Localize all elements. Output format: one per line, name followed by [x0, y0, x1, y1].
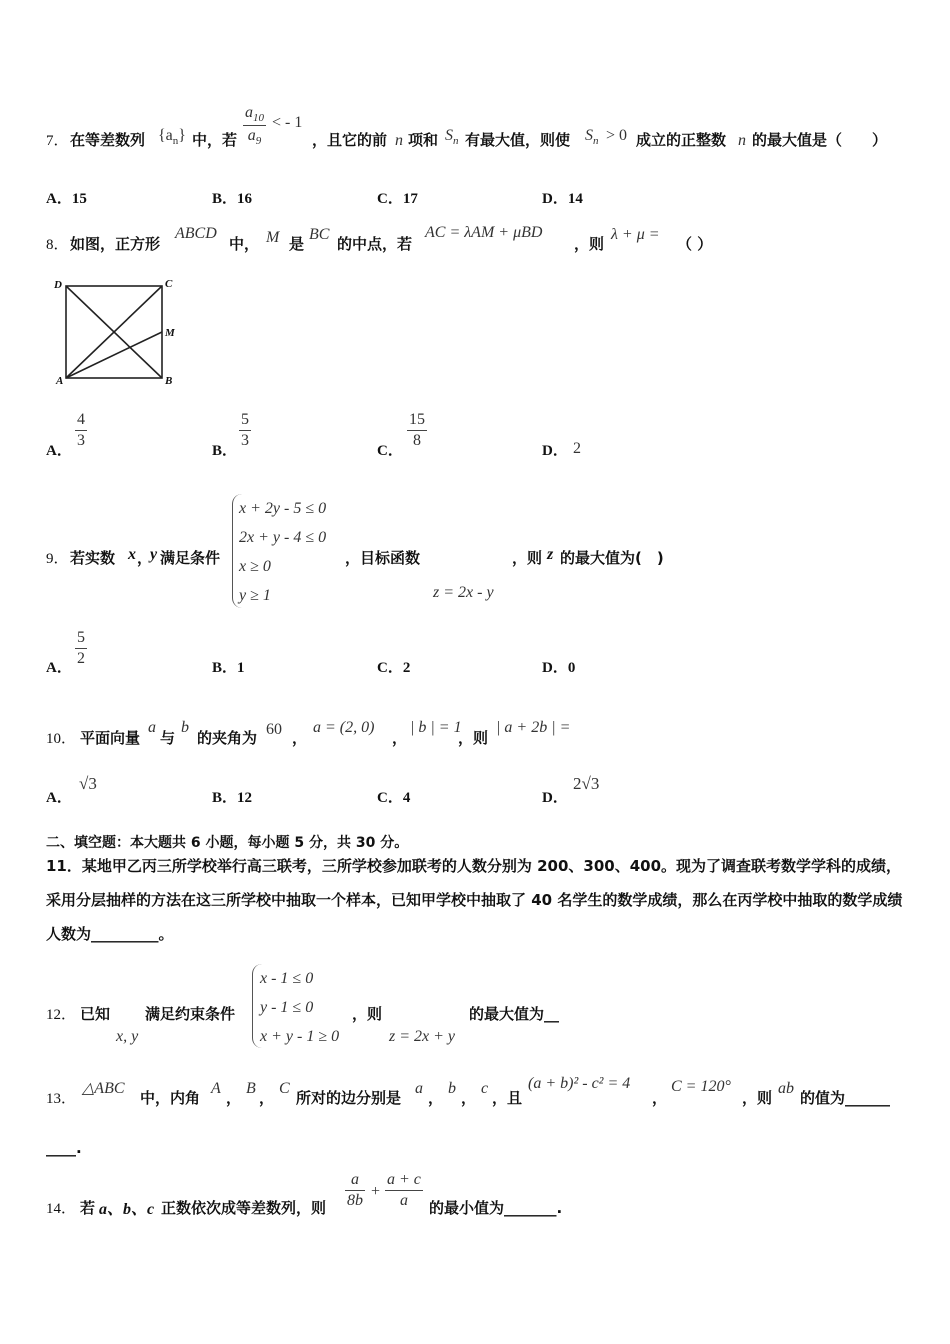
q14-abc: a、b、c	[99, 1201, 155, 1218]
q14-plus: +	[371, 1183, 381, 1200]
q9-text-3: ，目标函数	[345, 549, 421, 567]
q12-number: 12．	[46, 1007, 77, 1023]
q9-option-a-label: A．	[46, 660, 72, 676]
q10-option-b: B．12	[212, 790, 253, 806]
q13-text-2: 所对的边分别是	[296, 1089, 402, 1107]
q9-option-d: D．0	[542, 660, 576, 676]
label-C: C	[165, 278, 173, 290]
q12-xy: x, y	[116, 1028, 139, 1045]
q9-option-c: C．2	[377, 660, 411, 676]
q8-BC: BC	[309, 226, 330, 243]
q10-text-4: ，则	[458, 729, 489, 747]
q14-number: 14．	[46, 1201, 77, 1217]
q8-option-a-value: $\frac{4}{3}$	[77, 411, 85, 449]
q10-b: b	[181, 719, 189, 736]
q7-option-c: C．17	[377, 191, 418, 207]
q10-text-3: 的夹角为	[197, 729, 258, 747]
q12-text-1: 已知	[80, 1005, 111, 1023]
q10-option-c: C．4	[377, 790, 411, 806]
q9-z: z	[547, 546, 554, 563]
q7-n-2: n	[738, 132, 746, 149]
q7-text-4: 项和	[408, 131, 439, 149]
q14-text-1: 若	[80, 1199, 96, 1217]
q7-text-1: 在等差数列	[70, 131, 146, 149]
q7-sequence: $\{a_n\}$	[158, 127, 186, 148]
q13-text-1: 中，内角	[140, 1089, 201, 1107]
q10-text-1: 平面向量	[80, 729, 141, 747]
q9-y: y	[150, 546, 158, 563]
q13-B: B	[246, 1080, 256, 1097]
q9-x: x	[128, 546, 136, 563]
q7-inequality: < - 1	[272, 114, 303, 131]
q8-text-4: 的中点，若	[337, 235, 413, 253]
q9-sep: ，	[137, 549, 153, 567]
q10-sep1: ，	[292, 729, 308, 747]
q14-fraction-2: $\frac{a + c}{a}$	[387, 1171, 421, 1209]
q8-number: 8．	[46, 237, 69, 253]
q10-option-d-label: D．	[542, 790, 568, 806]
q8-text-5: ，则	[574, 235, 605, 253]
q7-text-7: 的最大值是（ ）	[752, 131, 888, 149]
q13-triangle: △ABC	[82, 1080, 125, 1097]
q10-option-a-label: A．	[46, 790, 72, 806]
q10-angle: 60	[266, 721, 282, 738]
label-M: M	[165, 327, 175, 339]
q9-objective: z = 2x - y	[433, 584, 494, 601]
q7-text-6: 成立的正整数	[636, 131, 727, 149]
q8-option-b-label: B．	[212, 443, 238, 459]
q9-text-1: 若实数	[70, 549, 116, 567]
q13-C: C	[279, 1080, 290, 1097]
q13-sep2: ，	[259, 1089, 275, 1107]
q8-lambda-mu: λ + μ =	[611, 226, 660, 243]
q13-sep4: ，	[461, 1089, 477, 1107]
label-B: B	[165, 375, 173, 387]
q8-option-d-value: 2	[573, 440, 581, 457]
q9-constraint-system: x + 2y - 5 ≤ 0 2x + y - 4 ≤ 0 x ≥ 0 y ≥ 1	[232, 494, 326, 608]
q7-text-3: ，且它的前	[312, 131, 388, 149]
q10-sep2: ，	[392, 729, 408, 747]
q8-text-3: 是	[289, 235, 305, 253]
q13-sep5: ，	[652, 1089, 668, 1107]
q8-option-a-label: A．	[46, 443, 72, 459]
q13-text-3: ，且	[492, 1089, 523, 1107]
q9-text-2: 满足条件	[160, 549, 221, 567]
q13-number: 13．	[46, 1091, 77, 1107]
q14-fraction-1: $\frac{a}{8b}$	[347, 1171, 363, 1209]
q8-option-c-value: $\frac{15}{8}$	[409, 411, 425, 449]
q10-option-a-value: √3	[79, 774, 97, 793]
q13-sep1: ，	[226, 1089, 242, 1107]
q10-b-norm: | b | = 1	[410, 719, 462, 736]
q13-ab: ab	[778, 1080, 794, 1097]
q8-square: ABCD	[175, 225, 217, 242]
q13-A: A	[211, 1080, 221, 1097]
q10-text-2: 与	[160, 729, 176, 747]
q7-ratio-fraction: $\frac{a_{10}}{a_9}$	[245, 104, 264, 148]
q12-text-4: 的最大值为__	[469, 1005, 560, 1023]
q7-option-d: D．14	[542, 191, 583, 207]
q9-text-5: 的最大值为( )	[560, 549, 664, 567]
q12-text-3: ，则	[352, 1005, 383, 1023]
segment-am	[66, 332, 162, 378]
q13-sep3: ，	[428, 1089, 444, 1107]
q13-text-5: 的值为______	[800, 1089, 891, 1107]
q13-c: c	[481, 1080, 489, 1097]
q7-option-b: B．16	[212, 191, 253, 207]
section-2-heading: 二、填空题：本大题共 6 小题，每小题 5 分，共 30 分。	[46, 835, 409, 851]
q13-a: a	[415, 1080, 423, 1097]
q8-option-b-value: $\frac{5}{3}$	[241, 411, 249, 449]
q8-text-6: （ ）	[677, 235, 713, 253]
q10-expression: | a + 2b | =	[496, 719, 571, 736]
q11-text: 11．某地甲乙丙三所学校举行高三联考，三所学校参加联考的人数分别为 200、300、400。现为了调查联考数学学科的成绩，采用分层抽样的方法在这三所学校中抽取一个样本，已知甲学校中抽取了 40 名学生的数学成绩，那么在丙学校中抽取的数学成绩人数为_________。	[46, 857, 903, 943]
q7-text-5: 有最大值，则使	[465, 131, 571, 149]
q7-condition: > 0	[606, 127, 628, 144]
q9-option-b: B．1	[212, 660, 245, 676]
q8-M: M	[266, 229, 280, 246]
q13-b: b	[448, 1080, 456, 1097]
q7-Sn-2: $S_n$	[585, 127, 599, 148]
q9-option-a-value: $\frac{5}{2}$	[77, 629, 85, 667]
q8-option-d-label: D．	[542, 443, 568, 459]
q8-option-c-label: C．	[377, 443, 403, 459]
q10-a: a	[148, 719, 156, 736]
q9-text-4: ，则	[512, 549, 543, 567]
q13-text-4: ，则	[742, 1089, 773, 1107]
label-A: A	[56, 375, 64, 387]
q7-n: n	[395, 132, 403, 149]
q10-a-value: a = (2, 0)	[313, 719, 375, 736]
q13-equation-1: (a + b)² - c² = 4	[528, 1075, 631, 1092]
q10-option-d-value: 2√3	[573, 774, 600, 793]
q8-text-2: 中，	[229, 235, 260, 253]
q8-vector-equation: AC = λAM + μBD	[425, 224, 543, 241]
q7-number: 7．	[46, 133, 69, 149]
label-D: D	[54, 279, 62, 291]
q7-option-a: A．15	[46, 191, 87, 207]
q9-number: 9．	[46, 551, 69, 567]
q8-text-1: 如图，正方形	[70, 235, 161, 253]
q7-Sn: $S_n$	[445, 127, 459, 148]
q13-text-6: ____.	[46, 1139, 82, 1157]
q8-square-figure	[50, 274, 190, 394]
q10-number: 10．	[46, 731, 77, 747]
q14-text-2: 正数依次成等差数列，则	[161, 1199, 327, 1217]
q12-objective: z = 2x + y	[389, 1028, 456, 1045]
q12-text-2: 满足约束条件	[145, 1005, 236, 1023]
q7-text-2: 中，若	[192, 131, 238, 149]
q14-text-3: 的最小值为_______.	[429, 1199, 563, 1217]
q12-constraint-system: x - 1 ≤ 0 y - 1 ≤ 0 x + y - 1 ≥ 0	[252, 964, 339, 1048]
q13-equation-2: C = 120°	[671, 1078, 731, 1095]
